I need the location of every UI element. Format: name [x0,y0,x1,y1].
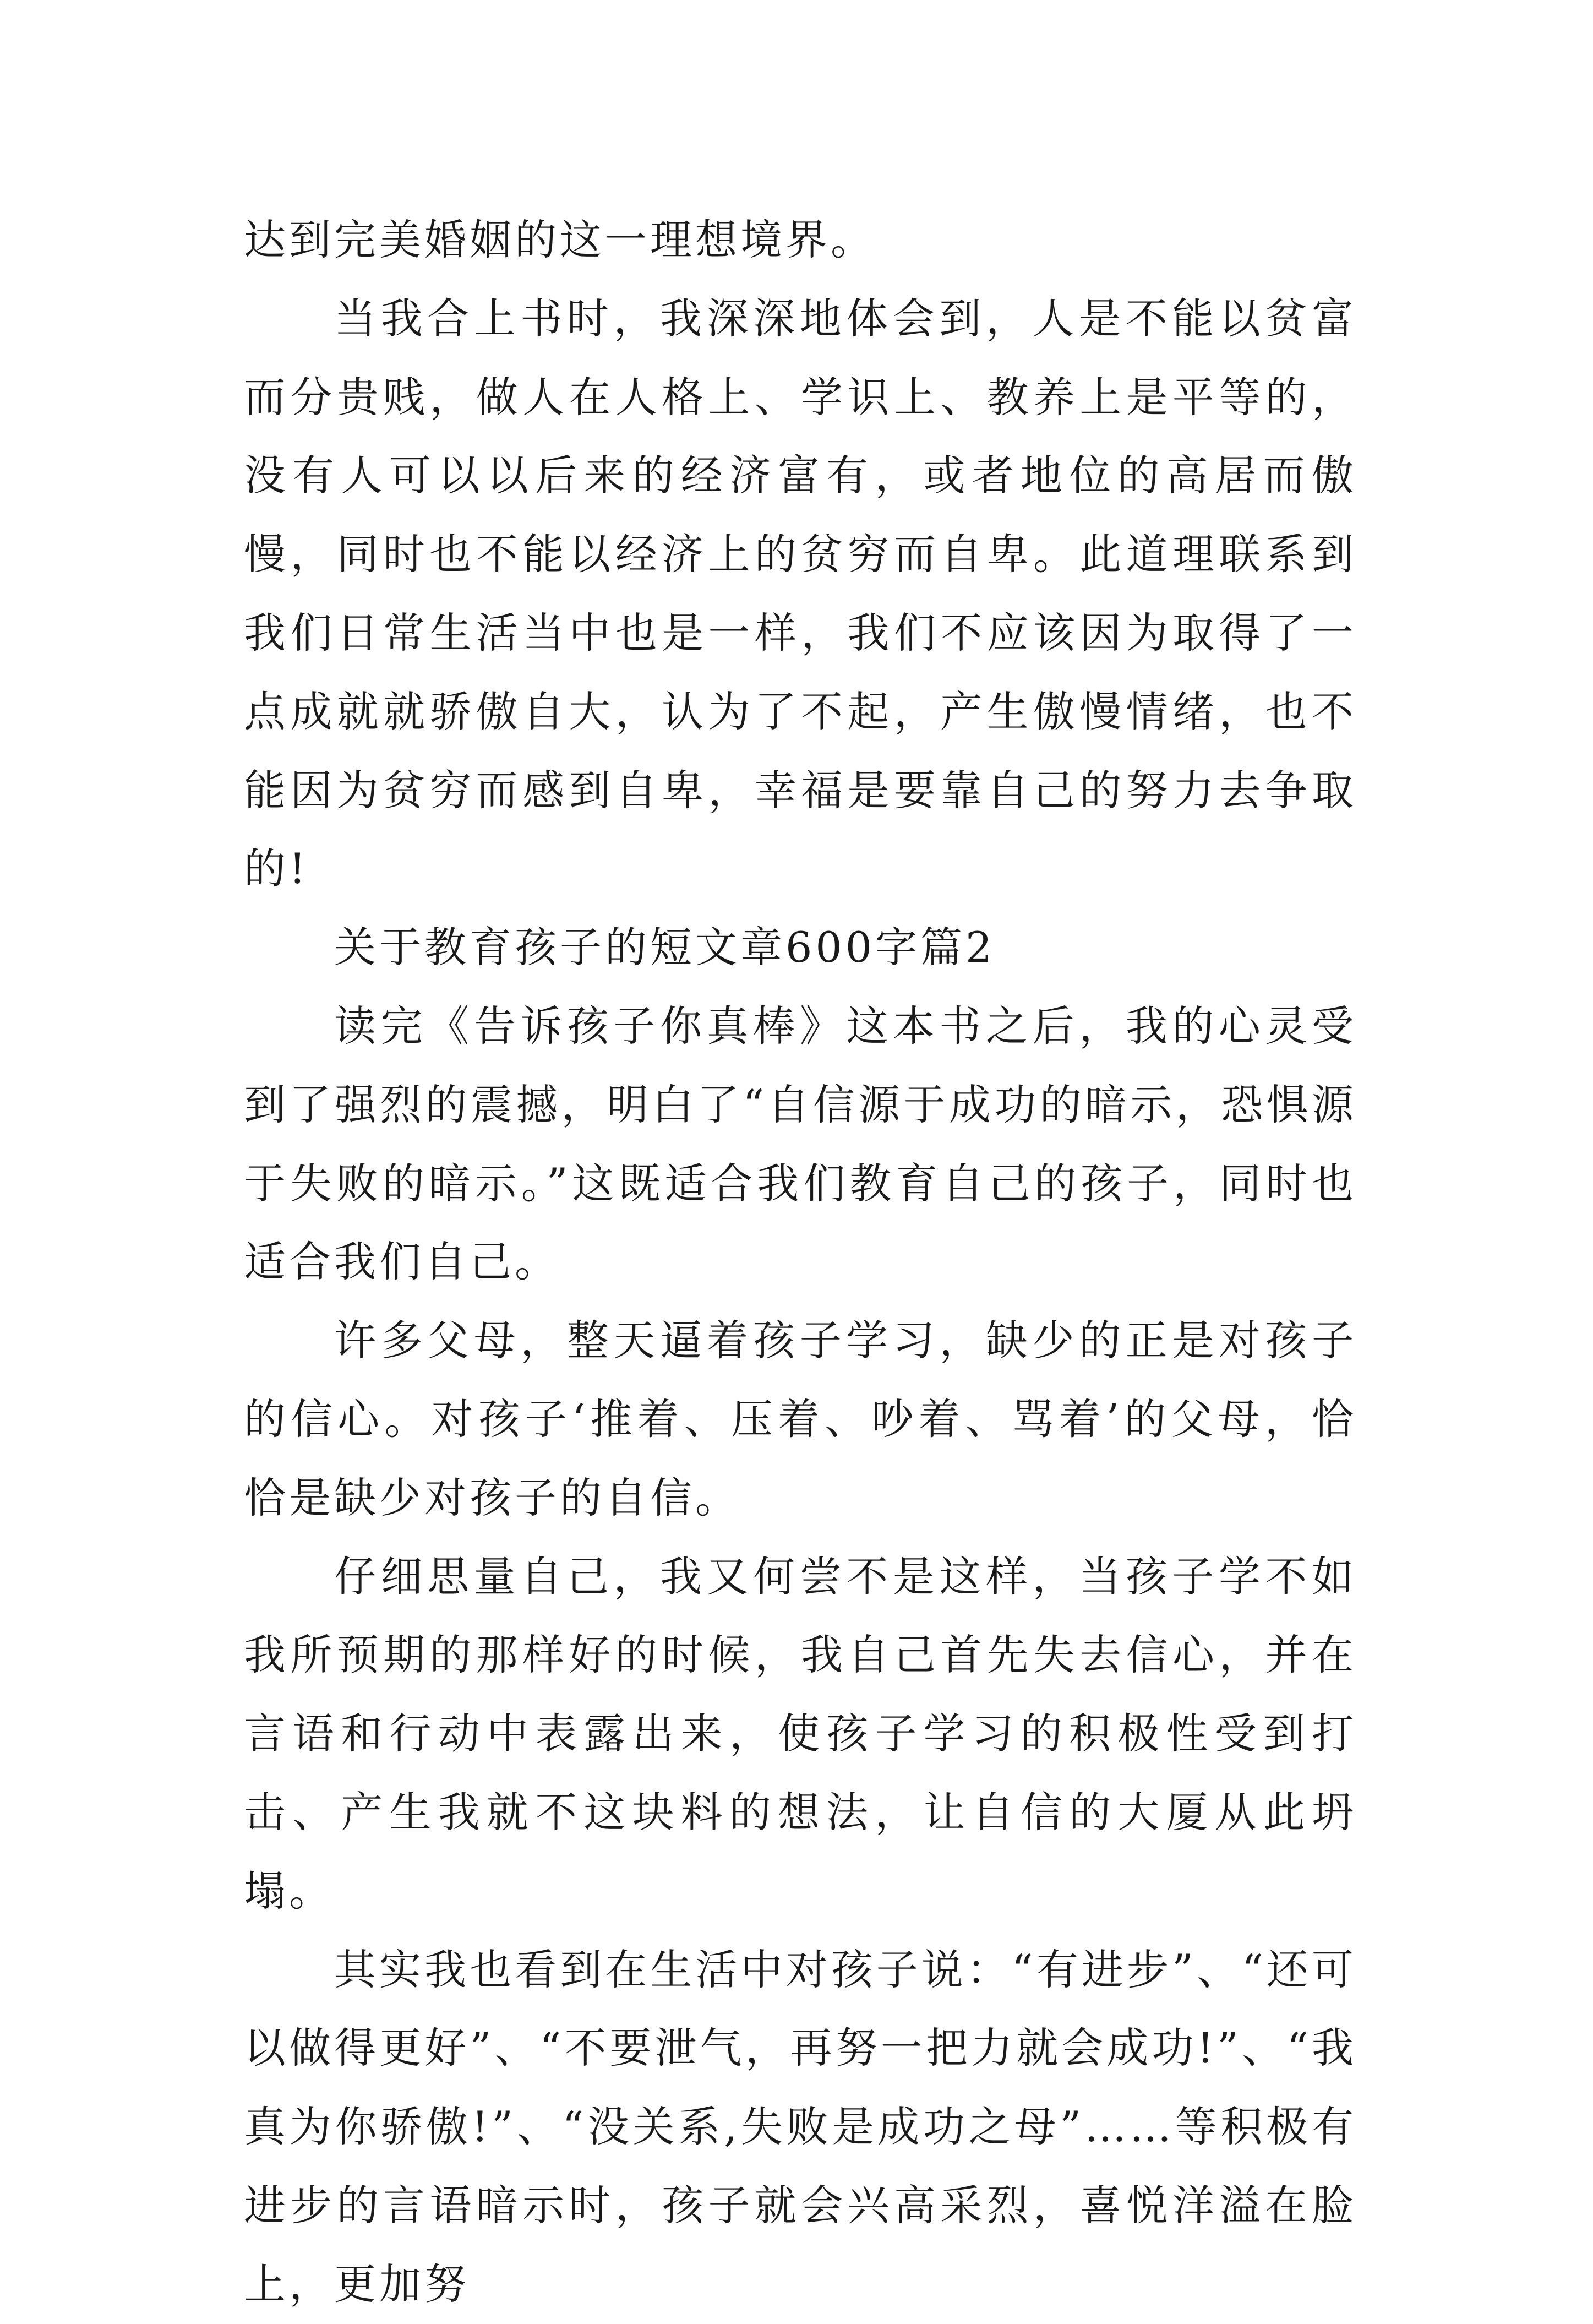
paragraph-book-intro: 读完《告诉孩子你真棒》这本书之后，我的心灵受到了强烈的震撼，明白了“自信源于成功的暗示，恐惧源于失败的暗示。”这既适合我们教育自己的孩子，同时也适合我们自己。 [244,1001,1357,1287]
paragraph-encouragement: 其实我也看到在生活中对孩子说：“有进步”、“还可以做得更好”、“不要泄气，再努一把力就会成功!”、“我真为你骄傲!”、“没关系,失败是成功之母”……等积极有进步的言语暗示时，孩子就会兴高采烈，喜悦洋溢在脸上，更加努 [244,1945,1357,2309]
document-page [244,201,1357,2324]
paragraph-self-reflection: 仔细思量自己，我又何尝不是这样，当孩子学不如我所预期的那样好的时候，我自己首先失去信心，并在言语和行动中表露出来，使孩子学习的积极性受到打击、产生我就不这块料的想法，让自信的大厦从此坍塌。 [244,1552,1357,1915]
paragraph-reflection: 当我合上书时，我深深地体会到，人是不能以贫富而分贵贱，做人在人格上、学识上、教养上是平等的，没有人可以以后来的经济富有，或者地位的高居而傲慢，同时也不能以经济上的贫穷而自卑。此道理联系到我们日常生活当中也是一样，我们不应该因为取得了一点成就就骄傲自大，认为了不起，产生傲慢情绪，也不能因为贫穷而感到自卑，幸福是要靠自己的努力去争取的! [244,293,1357,894]
paragraph-continuation: 达到完美婚姻的这一理想境界。 [244,215,876,264]
paragraph-parents: 许多父母，整天逼着孩子学习，缺少的正是对孩子的信心。对孩子‘推着、压着、吵着、骂着’的父母，恰恰是缺少对孩子的自信。 [244,1316,1357,1522]
section-heading: 关于教育孩子的短文章600字篇2 [334,923,996,972]
